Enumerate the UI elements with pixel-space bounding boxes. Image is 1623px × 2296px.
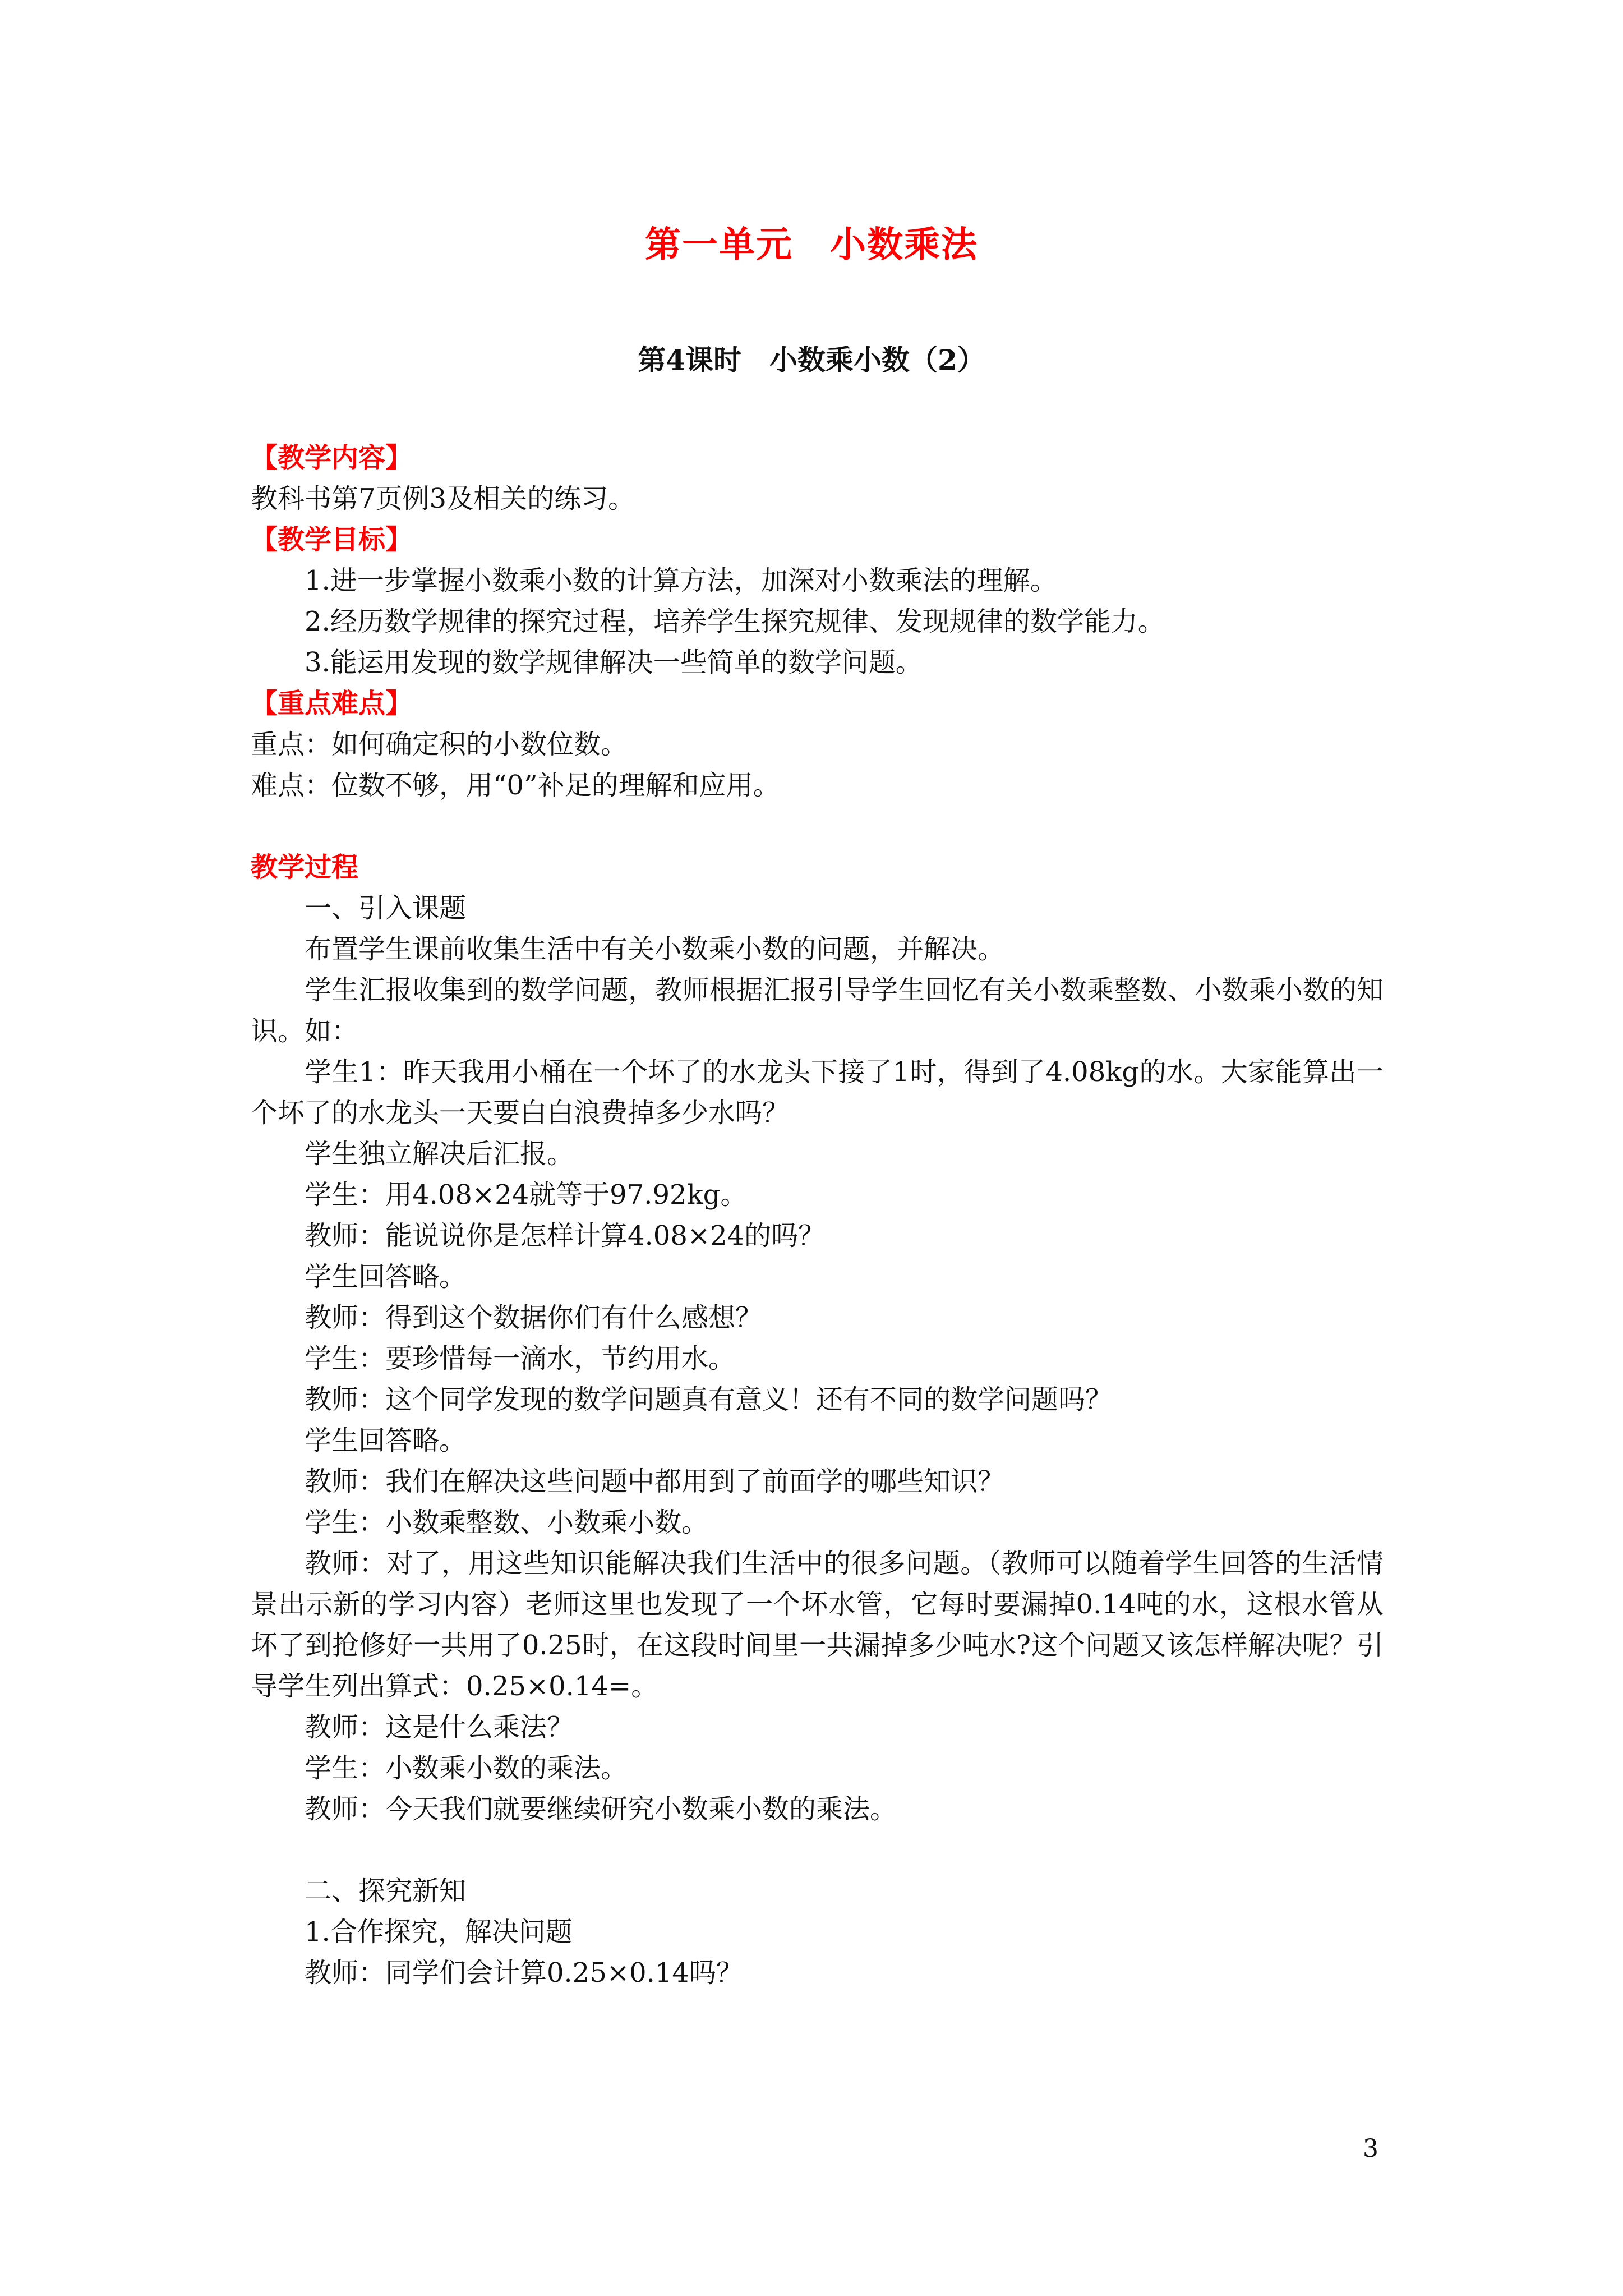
process-paragraph: 教师：我们在解决这些问题中都用到了前面学的哪些知识？ bbox=[305, 1466, 1005, 1497]
process-paragraph: 学生：用4.08×24就等于97.92kg。 bbox=[305, 1179, 748, 1211]
process-paragraph: 学生：小数乘整数、小数乘小数。 bbox=[305, 1507, 709, 1538]
process-paragraph: 学生回答略。 bbox=[305, 1425, 467, 1456]
goal-item: 1.进一步掌握小数乘小数的计算方法，加深对小数乘法的理解。 bbox=[305, 565, 1057, 596]
goals-heading: 【教学目标】 bbox=[251, 524, 413, 555]
process-paragraph: 教师：能说说你是怎样计算4.08×24的吗？ bbox=[305, 1220, 826, 1251]
process-heading: 教学过程 bbox=[251, 852, 359, 883]
process-paragraph: 学生：小数乘小数的乘法。 bbox=[305, 1752, 628, 1784]
page-number: 3 bbox=[1363, 2134, 1378, 2163]
part-title: 二、探究新知 bbox=[305, 1875, 467, 1907]
process-paragraph: 教师：今天我们就要继续研究小数乘小数的乘法。 bbox=[305, 1793, 897, 1825]
process-paragraph: 教师：得到这个数据你们有什么感想？ bbox=[305, 1302, 763, 1333]
goal-item: 3.能运用发现的数学规律解决一些简单的数学问题。 bbox=[305, 647, 923, 678]
process-paragraph: 学生回答略。 bbox=[305, 1261, 467, 1292]
process-paragraph: 学生：要珍惜每一滴水，节约用水。 bbox=[305, 1343, 736, 1374]
process-paragraph: 教师：这个同学发现的数学问题真有意义！还有不同的数学问题吗？ bbox=[305, 1384, 1113, 1415]
content-heading: 【教学内容】 bbox=[251, 442, 413, 473]
unit-title: 第一单元 小数乘法 bbox=[645, 224, 978, 266]
content-text: 教科书第7页例3及相关的练习。 bbox=[251, 483, 635, 514]
process-paragraph: 教师：同学们会计算0.25×0.14吗？ bbox=[305, 1957, 743, 1989]
lesson-subtitle: 第4课时 小数乘小数（2） bbox=[638, 343, 985, 376]
key-point: 重点：如何确定积的小数位数。 bbox=[251, 729, 628, 760]
part-title: 一、引入课题 bbox=[305, 892, 467, 924]
process-paragraph: 学生独立解决后汇报。 bbox=[305, 1138, 574, 1170]
process-paragraph: 布置学生课前收集生活中有关小数乘小数的问题，并解决。 bbox=[305, 933, 1005, 965]
part-subtitle: 1.合作探究，解决问题 bbox=[305, 1916, 573, 1948]
goal-item: 2.经历数学规律的探究过程，培养学生探究规律、发现规律的数学能力。 bbox=[305, 606, 1165, 637]
process-paragraph: 学生汇报收集到的数学问题，教师根据汇报引导学生回忆有关小数乘整数、小数乘小数的知识。如： bbox=[251, 974, 1384, 1047]
key-points-heading: 【重点难点】 bbox=[251, 688, 413, 719]
document-body bbox=[251, 438, 1384, 1994]
process-paragraph: 学生1：昨天我用小桶在一个坏了的水龙头下接了1时，得到了4.08kg的水。大家能算出一个坏了的水龙头一天要白白浪费掉多少水吗？ bbox=[251, 1056, 1384, 1129]
difficult-point: 难点：位数不够，用“0”补足的理解和应用。 bbox=[251, 770, 780, 801]
process-paragraph: 教师：这是什么乘法？ bbox=[305, 1711, 574, 1743]
process-paragraph: 教师：对了，用这些知识能解决我们生活中的很多问题。（教师可以随着学生回答的生活情景出示新的学习内容）老师这里也发现了一个坏水管，它每时要漏掉0.14吨的水，这根水管从坏了到抢修好一共用了0.25时，在这段时间里一共漏掉多少吨水?这个问题又该怎样解决呢？引导学生列出算式：0.25×0.14=。 bbox=[251, 1548, 1384, 1702]
